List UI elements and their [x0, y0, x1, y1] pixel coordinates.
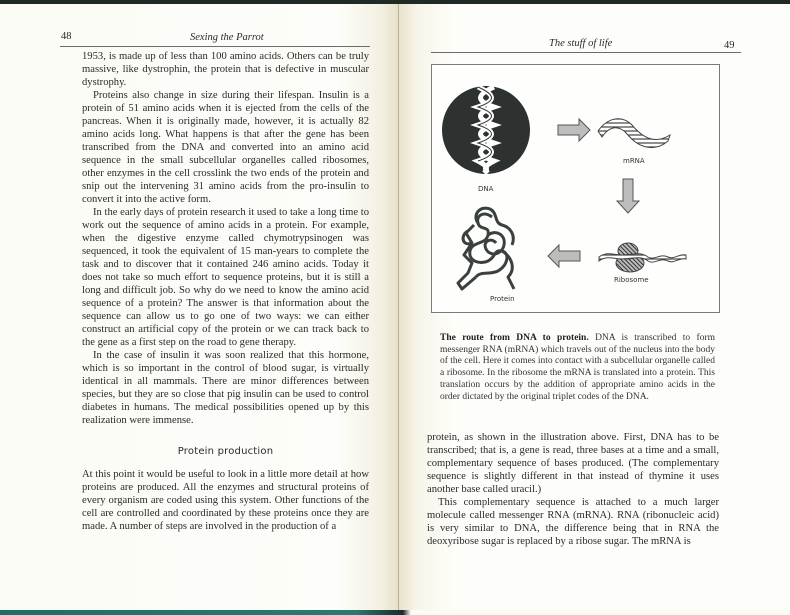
mrna-label: mRNA — [623, 157, 645, 165]
mrna-strand-icon — [598, 119, 670, 148]
figure-caption — [440, 333, 715, 403]
ribosome-label: Ribosome — [614, 276, 649, 284]
arrow-down-icon — [617, 179, 639, 213]
section-heading: Protein production — [177, 446, 274, 457]
book-bottom-edge — [0, 610, 790, 615]
paragraph: At this point it would be useful to look in a little more detail at how proteins are produced. All the enzymes and structural proteins of every organism are coded using this system. Other functions of the cell are controlled and coordinated by these proteins once they are made. A number of steps are involved in the production of a — [82, 469, 369, 532]
protein-label: Protein — [490, 295, 515, 303]
left-running-title: Sexing the Parrot — [190, 32, 264, 43]
left-body-text — [82, 50, 369, 533]
paragraph: This complementary sequence is attached to a much larger molecule called messenger RNA (mRNA). RNA (ribonucleic acid) is very similar to DNA, the difference being that in RNA the deoxyribose sugar is replaced by a ribose sugar. The mRNA is — [427, 497, 719, 547]
dna-helix-icon — [442, 86, 530, 174]
paragraph: In the case of insulin it was soon realized that this hormone, which is so important in the control of blood sugar, is virtually identical in all mammals. There are minor differences between species, but they are so close that pig insulin can be used to control diabetes in humans. The medical possibilities opened up by this realization were immense. — [82, 350, 369, 426]
right-header-rule — [431, 52, 741, 53]
paragraph: In the early days of protein research it used to take a long time to work out the sequence of amino acids in a protein. For example, when the digestive enzyme called chymotrypsinogen was sequenced, it took the equivalent of 15 man-years to complete the task and to discover that it contained 246 amino acids. Today it does not take so much effort to sequence proteins, but it is still a long and difficult job. So why do we need to know the amino acid sequence of a protein? The answer is that information about the sequence can allow us to go one of two ways: we can either construct an artificial copy of the protein or we can track back to the gene as a first step on the road to gene therapy. — [82, 207, 369, 348]
left-header-rule — [60, 46, 370, 47]
left-page-number: 48 — [61, 31, 72, 42]
caption-text: DNA is transcribed to form messenger RNA (mRNA) which travels out of the nucleus into the body of the cell. Here it comes into contact with a subcellular organelle called a ribosome. In the ribosome the mRNA is translated into a protein. This translation occurs by the addition of appropriate amino acids in the order dictated by the original triplet codes of the DNA. — [440, 333, 715, 402]
right-body-text — [427, 431, 719, 548]
paragraph: Proteins also change in size during their lifespan. Insulin is a protein of 51 amino acids when it is ejected from the cells of the pancreas. When it is originally made, however, it is actually 82 amino acids long. What happens is that after the gene has been transcribed from the DNA and converted into an amino acid sequence in the small subcellular organelles called ribosomes, other enzymes in the cell crosslink the two ends of the protein and snip out the intervening 31 amino acids from the pro-insulin to convert it into the active form. — [82, 90, 369, 205]
arrow-left-icon — [548, 245, 580, 267]
arrow-right-icon — [558, 119, 590, 141]
paragraph: protein, as shown in the illustration above. First, DNA has to be transcribed; that is, a gene is read, three bases at a time and a small, complementary sequence of bases produced. (The complementary sequence is slightly different in that instead of thymine it uses another base called uracil.) — [427, 432, 719, 495]
book-gutter — [398, 4, 399, 610]
paragraph: 1953, is made up of less than 100 amino acids. Others can be truly massive, like dystrophin, the protein that is defective in muscular dystrophy. — [82, 51, 369, 88]
caption-title: The route from DNA to protein. — [440, 333, 589, 343]
right-running-title: The stuff of life — [549, 38, 613, 49]
ribosome-icon — [599, 243, 686, 272]
figure-dna-to-protein — [431, 64, 720, 313]
folded-protein-icon — [458, 208, 514, 289]
right-page-number: 49 — [724, 40, 735, 51]
dna-label: DNA — [478, 185, 494, 193]
